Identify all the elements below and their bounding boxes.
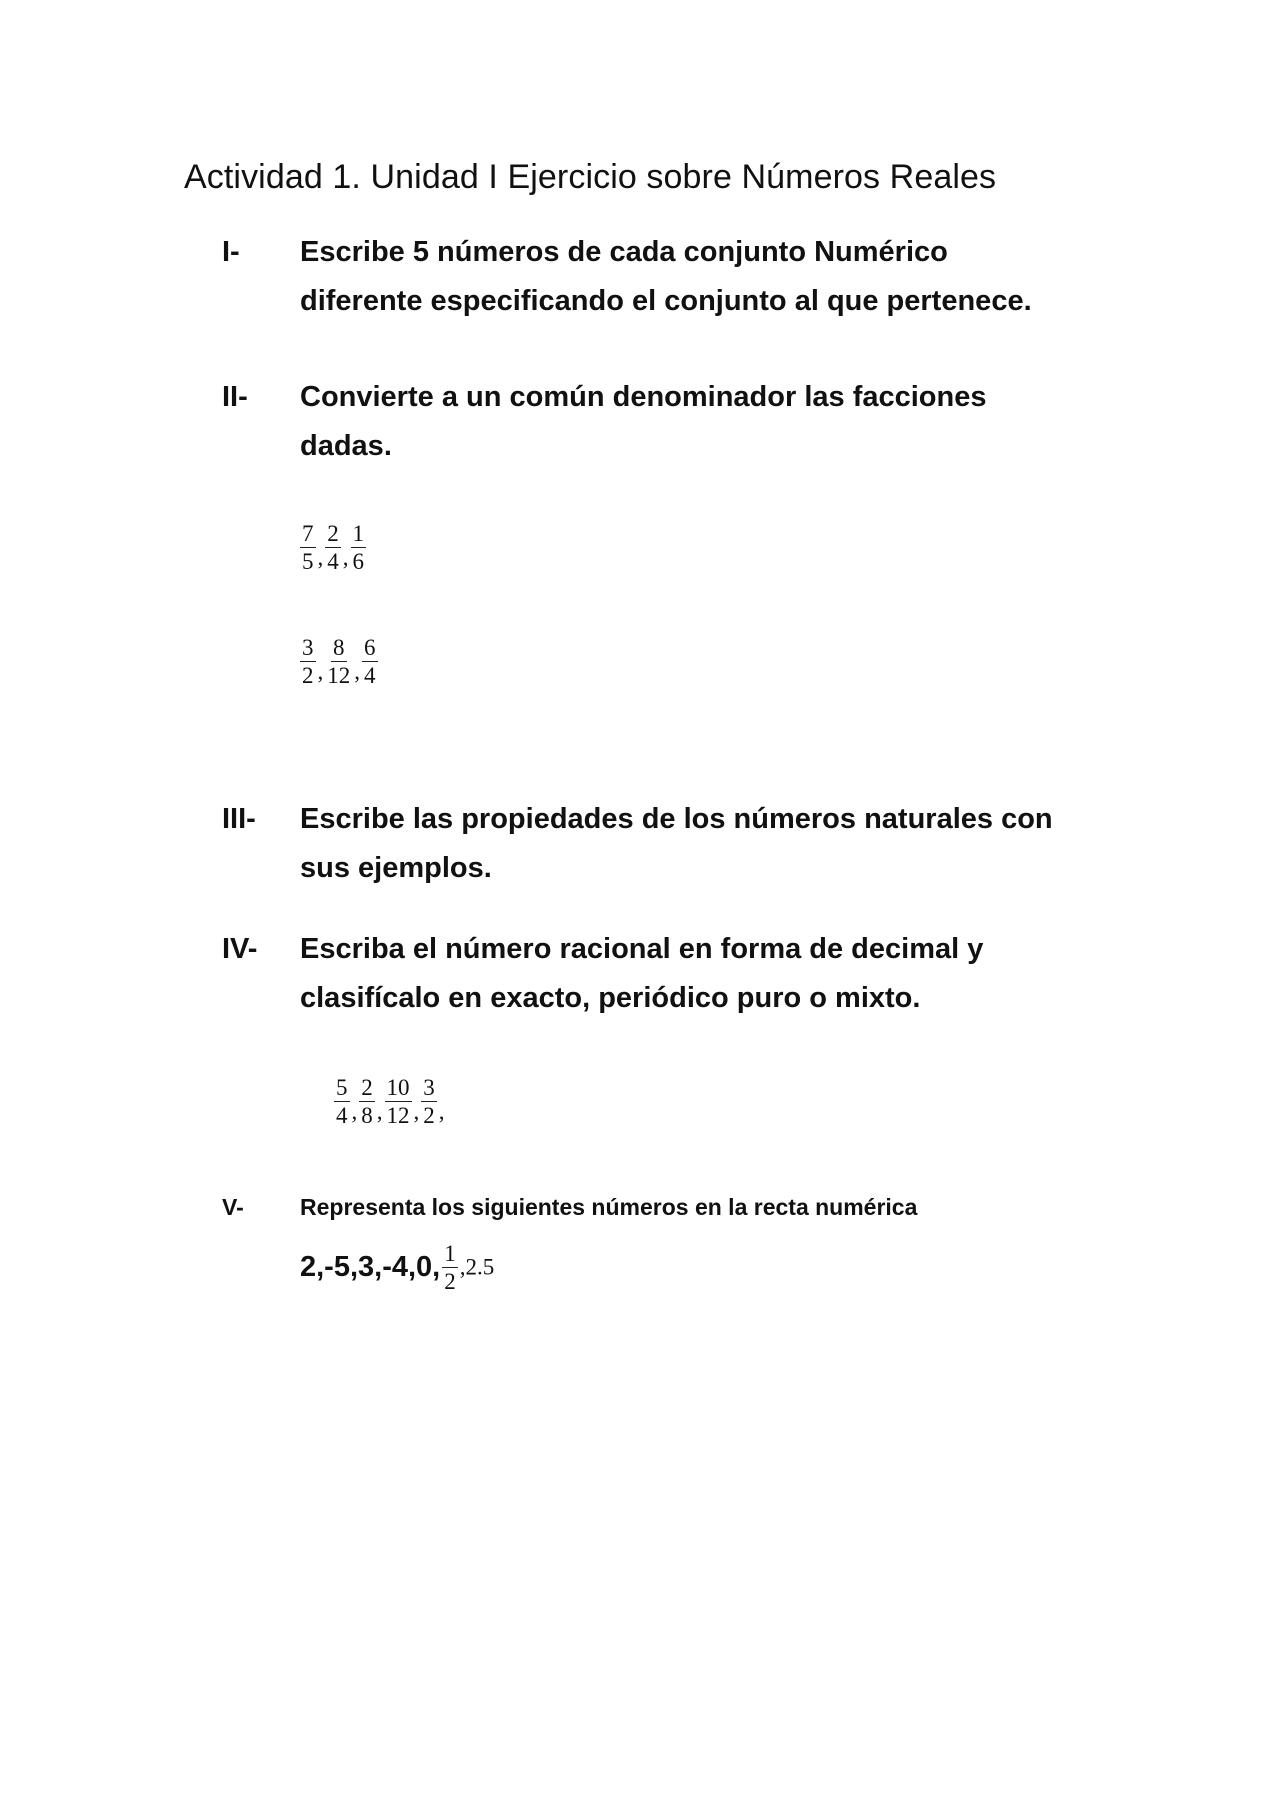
fraction: $\frac{1}{2}$: [444, 1241, 456, 1295]
exercise-line: Representa los siguientes números en la recta numérica: [300, 1194, 918, 1220]
exercise-number: III-: [222, 803, 256, 835]
number-list-suffix: ,2.5: [459, 1254, 495, 1280]
exercise-line: Escribe 5 números de cada conjunto Numérico: [300, 236, 948, 268]
page-title: Actividad 1. Unidad I Ejercicio sobre Números Reales: [184, 158, 997, 196]
exercise-line: diferente especificando el conjunto al que pertenece.: [300, 285, 1032, 317]
fraction-list-2: $\frac{3}{2}$ , $\frac{8}{12}$ , $\frac{6}{4}$: [298, 634, 380, 689]
exercise-number: V-: [222, 1194, 244, 1220]
number-list-prefix: 2,-5,3,-4,0,: [300, 1251, 441, 1284]
fraction: $\frac{3}{2}$: [302, 635, 314, 689]
fraction-list-3: $\frac{5}{4}$ , $\frac{2}{8}$ , $\frac{10}{12}$ , $\frac{3}{2}$ ,: [332, 1074, 445, 1129]
exercise-text: [300, 228, 1120, 326]
exercise-text: [300, 795, 1120, 893]
exercise-line: sus ejemplos.: [300, 852, 492, 884]
exercise-number: II-: [222, 381, 248, 413]
exercise-number: I-: [222, 236, 240, 268]
exercise-line: Escriba el número racional en forma de decimal y: [300, 933, 984, 965]
fraction: $\frac{5}{4}$: [336, 1075, 348, 1129]
fraction: $\frac{8}{12}$: [327, 635, 351, 689]
exercise-line: dadas.: [300, 430, 392, 462]
number-list: [300, 1240, 494, 1295]
exercise-number: IV-: [222, 933, 258, 965]
fraction-list-1: $\frac{7}{5}$ , $\frac{2}{4}$ , $\frac{1}{6}$: [298, 520, 368, 575]
exercise-line: clasifícalo en exacto, periódico puro o mixto.: [300, 982, 921, 1014]
fraction: $\frac{10}{12}$: [386, 1075, 410, 1129]
fraction: $\frac{7}{5}$: [302, 521, 314, 575]
exercise-text: [300, 1190, 1120, 1224]
fraction: $\frac{3}{2}$: [423, 1075, 435, 1129]
exercise-line: Escribe las propiedades de los números naturales con: [300, 803, 1053, 835]
fraction: $\frac{1}{6}$: [352, 521, 364, 575]
exercise-line: Convierte a un común denominador las facciones: [300, 381, 987, 413]
exercise-text: [300, 925, 1120, 1023]
fraction: $\frac{2}{8}$: [361, 1075, 373, 1129]
fraction: $\frac{6}{4}$: [364, 635, 376, 689]
exercise-text: [300, 373, 1120, 471]
fraction: $\frac{2}{4}$: [327, 521, 339, 575]
